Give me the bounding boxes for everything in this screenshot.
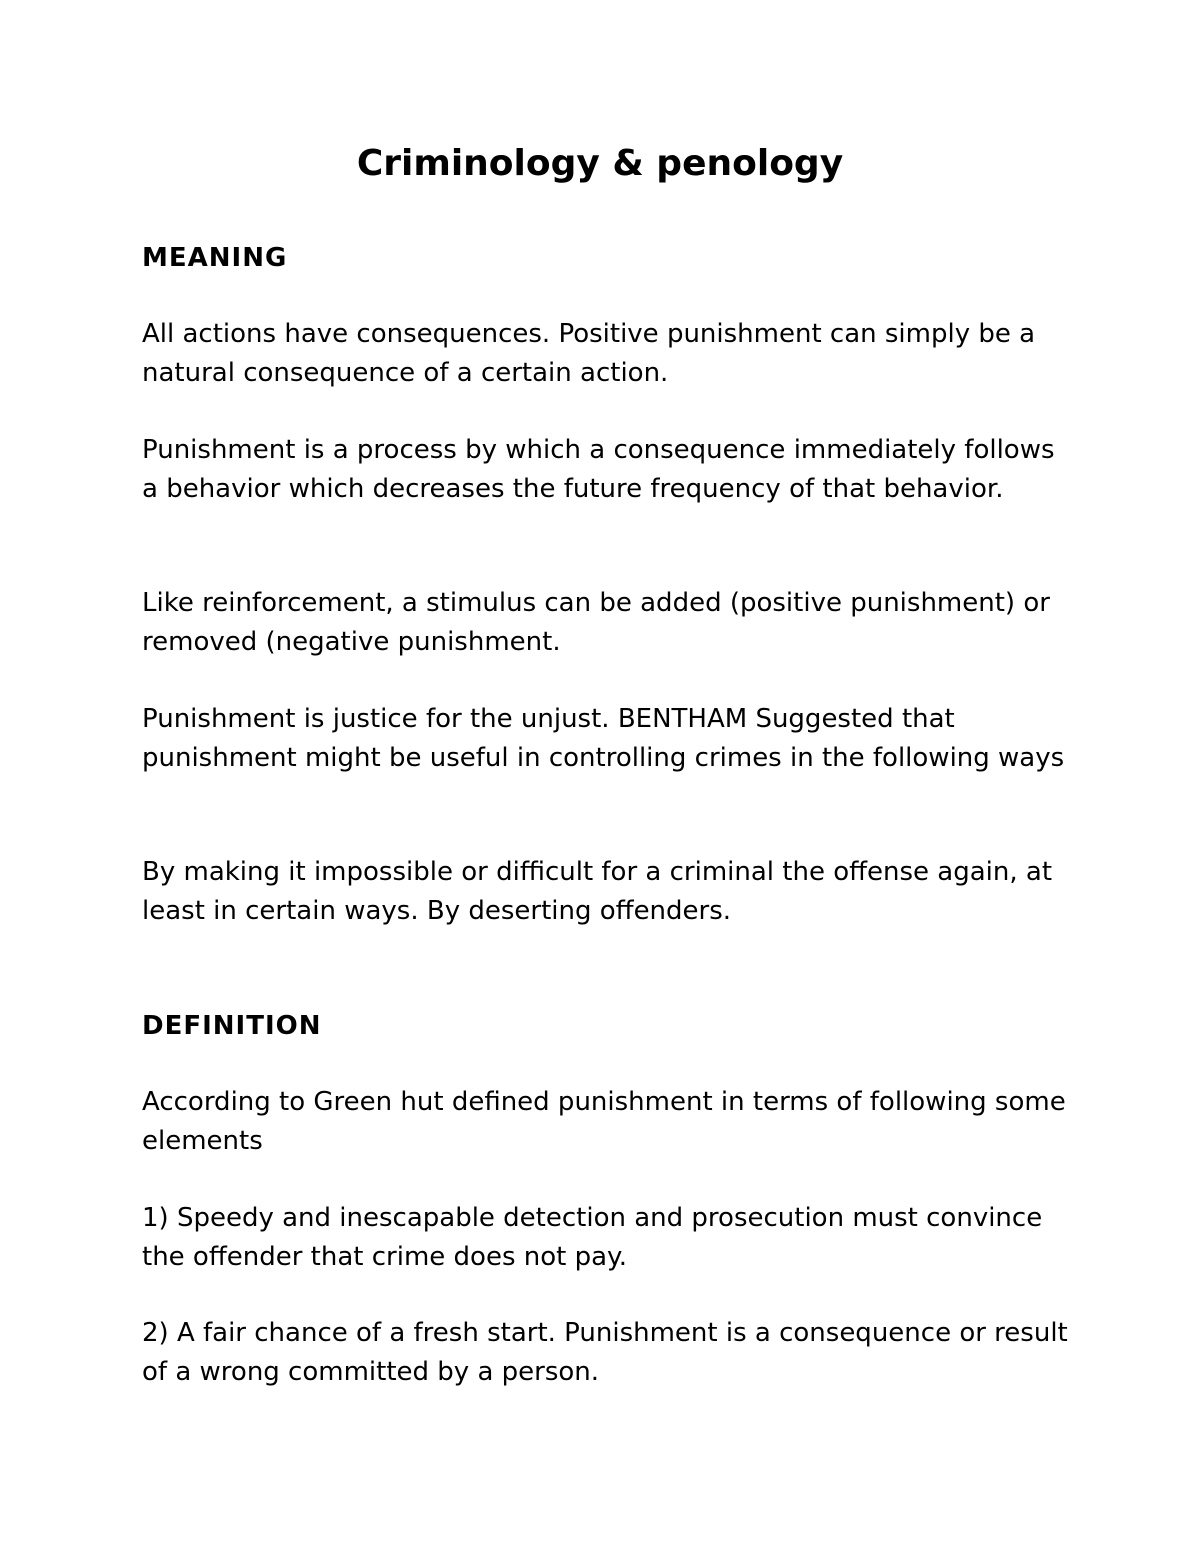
paragraph: Like reinforcement, a stimulus can be added (positive punishment) or removed (negative punishment. [142, 588, 1050, 657]
list-item: 1) Speedy and inescapable detection and prosecution must convince the offender that crime does not pay. [142, 1203, 1043, 1272]
section-heading-meaning: MEANING [142, 243, 288, 273]
paragraph: By making it impossible or difficult for a criminal the offense again, at least in certain ways. By deserting offenders. [142, 857, 1053, 926]
paragraph: Punishment is justice for the unjust. BENTHAM Suggested that punishment might be useful in controlling crimes in the following ways [142, 704, 1065, 773]
paragraph: According to Green hut defined punishment in terms of following some elements [142, 1087, 1066, 1156]
section-heading-definition: DEFINITION [142, 1011, 322, 1041]
page-title: Criminology & penology [356, 143, 844, 184]
paragraph: All actions have consequences. Positive punishment can simply be a natural consequence of a certain action. [142, 319, 1036, 388]
paragraph: Punishment is a process by which a consequence immediately follows a behavior which decreases the future frequency of that behavior. [142, 435, 1055, 504]
list-item: 2) A fair chance of a fresh start. Punishment is a consequence or result of a wrong committed by a person. [142, 1318, 1068, 1387]
